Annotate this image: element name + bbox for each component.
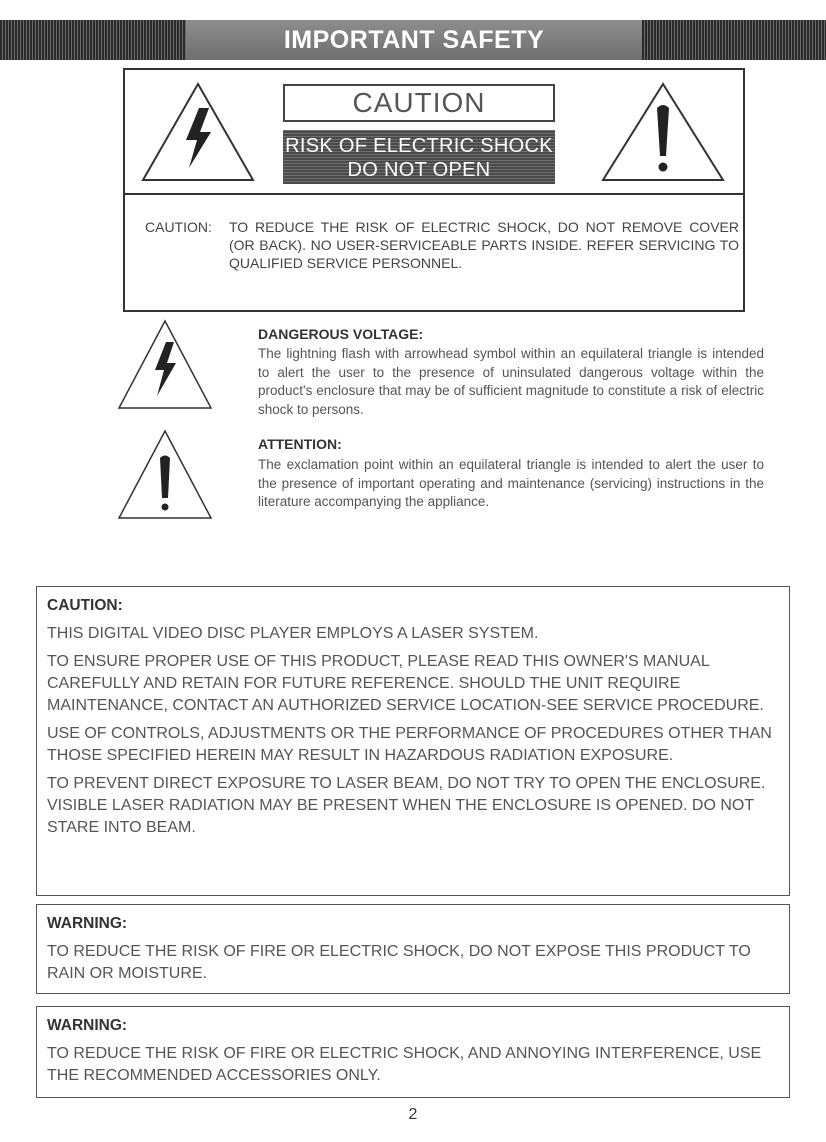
laser-caution-p1: THIS DIGITAL VIDEO DISC PLAYER EMPLOYS A LASER SYSTEM. bbox=[47, 625, 539, 642]
risk-of-shock-block bbox=[283, 130, 555, 184]
attention-icon bbox=[116, 428, 214, 522]
warning-rain-heading: WARNING: bbox=[47, 915, 128, 932]
caution-text: TO REDUCE THE RISK OF ELECTRIC SHOCK, DO NOT REMOVE COVER (OR BACK). NO USER-SERVICEABLE PARTS INSIDE. REFER SERVICING TO QUALIFIED SERVICE PERSONNEL. bbox=[229, 219, 739, 271]
warning-rain-text: TO REDUCE THE RISK OF FIRE OR ELECTRIC SHOCK, DO NOT EXPOSE THIS PRODUCT TO RAIN OR MOISTURE. bbox=[47, 943, 751, 982]
page-title: IMPORTANT SAFETY INSTRUCTIONS bbox=[186, 20, 642, 60]
laser-caution-heading: CAUTION: bbox=[47, 597, 123, 614]
dangerous-voltage-text: The lightning flash with arrowhead symbol within an equilateral triangle is intended to alert the user to the presence of uninsulated dangerous voltage within the product's enclosure that may be of sufficient magnitude to constitute a risk of electric shock to persons. bbox=[258, 346, 764, 417]
caution-label-box bbox=[123, 68, 745, 312]
warning-accessories-box bbox=[36, 1006, 790, 1098]
warning-rain-box bbox=[36, 904, 790, 994]
page-number: 2 bbox=[408, 1106, 418, 1123]
laser-caution-p3: USE OF CONTROLS, ADJUSTMENTS OR THE PERFORMANCE OF PROCEDURES OTHER THAN THOSE SPECIFIED HEREIN MAY RESULT IN HAZARDOUS RADIATION EXPOSURE. bbox=[47, 725, 772, 764]
dangerous-voltage-icon bbox=[116, 318, 214, 412]
warning-accessories-text: TO REDUCE THE RISK OF FIRE OR ELECTRIC SHOCK, AND ANNOYING INTERFERENCE, USE THE RECOMMENDED ACCESSORIES ONLY. bbox=[47, 1045, 762, 1084]
attention-text: The exclamation point within an equilateral triangle is intended to alert the user to the presence of important operating and maintenance (servicing) instructions in the literature accompanying the appliance. bbox=[258, 457, 764, 509]
risk-line-1: RISK OF ELECTRIC SHOCK bbox=[285, 135, 553, 157]
laser-caution-p2: TO ENSURE PROPER USE OF THIS PRODUCT, PLEASE READ THIS OWNER'S MANUAL CAREFULLY AND RETAIN FOR FUTURE REFERENCE. SHOULD THE UNIT REQUIRE MAINTENANCE, CONTACT AN AUTHORIZED SERVICE LOCATION-SEE SERVICE PROCEDURE. bbox=[47, 653, 764, 714]
lightning-triangle-icon bbox=[139, 80, 257, 184]
laser-caution-p4: TO PREVENT DIRECT EXPOSURE TO LASER BEAM, DO NOT TRY TO OPEN THE ENCLOSURE. VISIBLE LASER RADIATION MAY BE PRESENT WHEN THE ENCLOSURE IS OPENED. DO NOT STARE INTO BEAM. bbox=[47, 775, 766, 836]
caution-prefix: CAUTION: bbox=[145, 219, 212, 235]
warning-accessories-heading: WARNING: bbox=[47, 1017, 128, 1034]
risk-line-2: DO NOT OPEN bbox=[347, 159, 491, 181]
attention-title: ATTENTION: bbox=[258, 436, 342, 452]
exclamation-triangle-icon bbox=[599, 80, 727, 184]
caution-heading: CAUTION bbox=[283, 84, 555, 122]
laser-caution-box bbox=[36, 586, 790, 896]
caution-label-top bbox=[125, 70, 743, 195]
dangerous-voltage-title: DANGEROUS VOLTAGE: bbox=[258, 326, 424, 342]
